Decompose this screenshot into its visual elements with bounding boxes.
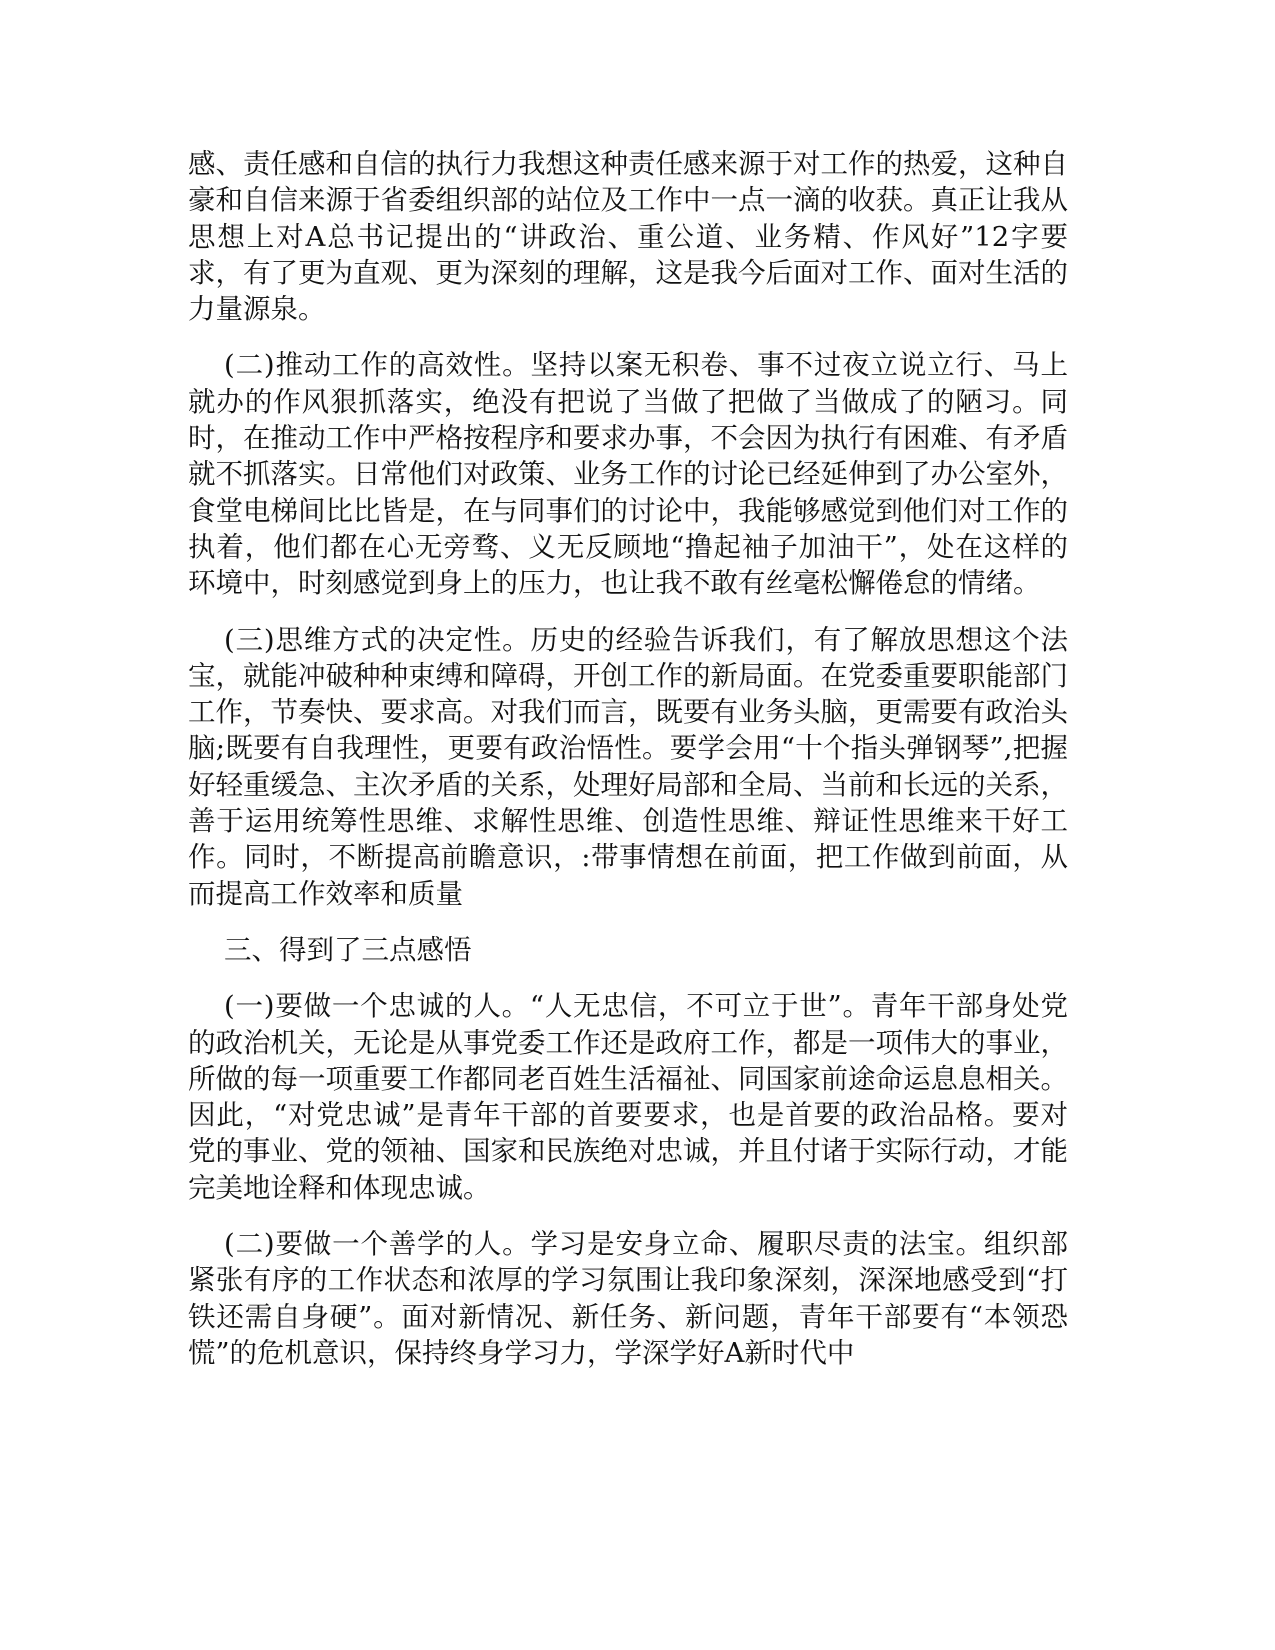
paragraph-be-studious: (二)要做一个善学的人。学习是安身立命、履职尽责的法宝。组织部紧张有序的工作状态和浓厚的学习氛围让我印象深刻，深深地感受到“打铁还需自身硬”。面对新情况、新任务、新问题，青年干部要有“本领恐慌”的危机意识，保持终身学习力，学深学好A新时代中 [188,1228,1068,1369]
paragraph-continued-intro: 感、责任感和自信的执行力我想这种责任感来源于对工作的热爱，这种自豪和自信来源于省委组织部的站位及工作中一点一滴的收获。真正让我从思想上对A总书记提出的“讲政治、重公道、业务精、作风好”12字要求，有了更为直观、更为深刻的理解，这是我今后面对工作、面对生活的力量源泉。 [188,148,1068,326]
document-body [188,146,1068,1391]
paragraph-thinking-mode: (三)思维方式的决定性。历史的经验告诉我们，有了解放思想这个法宝，就能冲破种种束缚和障碍，开创工作的新局面。在党委重要职能部门工作，节奏快、要求高。对我们而言，既要有业务头脑，更需要有政治头脑;既要有自我理性，更要有政治悟性。要学会用“十个指头弹钢琴”,把握好轻重缓急、主次矛盾的关系，处理好局部和全局、当前和长远的关系，善于运用统筹性思维、求解性思维、创造性思维、辩证性思维来干好工作。同时，不断提高前瞻意识，:带事情想在前面，把工作做到前面，从而提高工作效率和质量 [188,623,1068,910]
section-heading-three-insights: 三、得到了三点感悟 [224,933,472,966]
paragraph-work-efficiency: (二)推动工作的高效性。坚持以案无积卷、事不过夜立说立行、马上就办的作风狠抓落实，绝没有把说了当做了把做了当做成了的陋习。同时，在推动工作中严格按程序和要求办事，不会因为执行有困难、有矛盾就不抓落实。日常他们对政策、业务工作的讨论已经延伸到了办公室外，食堂电梯间比比皆是，在与同事们的讨论中，我能够感觉到他们对工作的执着，他们都在心无旁骛、义无反顾地“撸起袖子加油干”，处在这样的环境中，时刻感觉到身上的压力，也让我不敢有丝毫松懈倦怠的情绪。 [188,349,1068,600]
paragraph-be-loyal: (一)要做一个忠诚的人。“人无忠信，不可立于世”。青年干部身处党的政治机关，无论是从事党委工作还是政府工作，都是一项伟大的事业，所做的每一项重要工作都同老百姓生活福祉、同国家前途命运息息相关。因此，“对党忠诚”是青年干部的首要要求，也是首要的政治品格。要对党的事业、党的领袖、国家和民族绝对忠诚，并且付诸于实际行动，才能完美地诠释和体现忠诚。 [188,990,1068,1204]
